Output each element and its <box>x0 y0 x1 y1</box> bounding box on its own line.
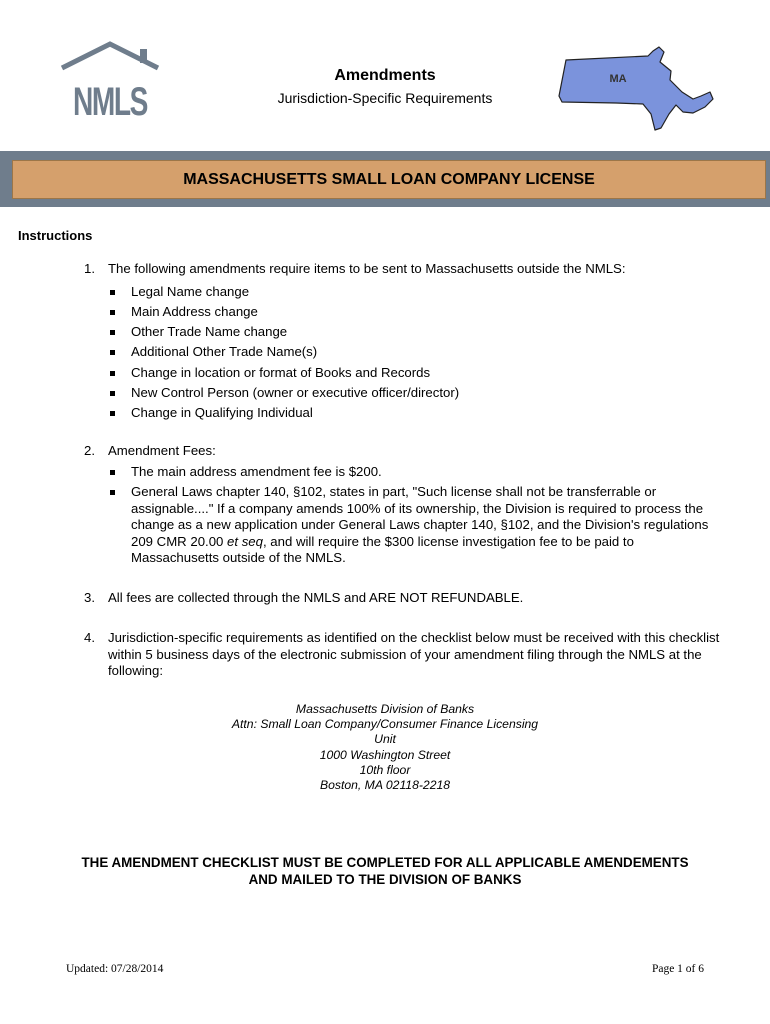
bullet-square-icon <box>110 330 115 335</box>
map-state-label: MA <box>609 73 627 85</box>
list-item-text: The main address amendment fee is $200. <box>131 463 382 479</box>
list-item-text: New Control Person (owner or executive officer/director) <box>131 384 460 400</box>
list-item-text: General Laws chapter 140, §102, states in part, "Such license shall not be transferrable or assignable...." If a company amends 100% of its ownership, the Division is required to process the change as a new application under General Laws chapter 140, §102, and the Division's regulations 209 CMR 20.00 et seq, and will require the $300 license investigation fee to be paid to Massachusetts outside of the NMLS. <box>131 484 709 565</box>
item-text: Amendment Fees: <box>108 443 216 458</box>
page-title: Amendments <box>334 67 436 84</box>
instruction-item-3 <box>84 590 724 607</box>
item-number: 4. <box>84 630 95 645</box>
list-item-text: Change in Qualifying Individual <box>131 405 313 421</box>
footer-page-number: Page 1 of 6 <box>651 963 704 975</box>
nmls-house-logo-icon <box>60 40 160 124</box>
bullet-square-icon <box>110 350 115 355</box>
list-item <box>108 403 724 423</box>
list-item <box>108 282 724 302</box>
list-item <box>108 342 724 362</box>
address-line: Attn: Small Loan Company/Consumer Finance Licensing <box>231 717 539 732</box>
item-number: 3. <box>84 590 95 605</box>
list-item <box>108 464 724 481</box>
item-text: All fees are collected through the NMLS and ARE NOT REFUNDABLE. <box>108 590 524 605</box>
list-item <box>108 484 724 567</box>
address-line: Boston, MA 02118-2218 <box>319 778 451 793</box>
closing-line: AND MAILED TO THE DIVISION OF BANKS <box>248 872 522 887</box>
bullet-square-icon <box>110 310 115 315</box>
title-banner-label: MASSACHUSETTS SMALL LOAN COMPANY LICENSE <box>12 160 766 199</box>
page-subtitle: Jurisdiction-Specific Requirements <box>277 90 493 106</box>
bullet-square-icon <box>110 290 115 295</box>
bullet-square-icon <box>110 490 115 495</box>
item-text: Jurisdiction-specific requirements as identified on the checklist below must be received with this checklist within 5 business days of the electronic submission of your amendment filing through the NMLS at the following: <box>108 630 720 678</box>
item-number: 2. <box>84 443 95 458</box>
nmls-logo <box>60 40 160 124</box>
list-item <box>108 302 724 322</box>
massachusetts-map-icon <box>552 44 714 132</box>
amendment-list <box>84 282 724 424</box>
list-item-text: Additional Other Trade Name(s) <box>131 344 318 360</box>
address-line: Massachusetts Division of Banks <box>295 702 475 716</box>
title-banner <box>0 151 770 207</box>
list-item <box>108 383 724 403</box>
list-item <box>108 363 724 383</box>
bullet-square-icon <box>110 371 115 376</box>
list-item-text: Main Address change <box>131 303 258 319</box>
instruction-item-2 <box>84 443 724 571</box>
address-line: 10th floor <box>359 762 411 777</box>
fee-list <box>84 464 724 567</box>
instructions-heading: Instructions <box>18 228 93 243</box>
mailing-address <box>200 702 570 793</box>
item-number: 1. <box>84 261 95 276</box>
massachusetts-map <box>552 44 714 132</box>
item-text: The following amendments require items to be sent to Massachusetts outside the NMLS: <box>108 261 626 276</box>
footer-updated-date: Updated: 07/28/2014 <box>66 963 164 975</box>
list-item-text: Change in location or format of Books and Records <box>131 364 431 380</box>
address-line: 1000 Washington Street <box>319 747 451 762</box>
bullet-square-icon <box>110 411 115 416</box>
list-item <box>108 322 724 342</box>
bullet-square-icon <box>110 391 115 396</box>
instruction-item-4 <box>84 630 724 680</box>
list-item-text: Other Trade Name change <box>131 324 288 340</box>
logo-text: NMLS <box>73 80 148 124</box>
address-line: Unit <box>374 732 396 747</box>
closing-line: THE AMENDMENT CHECKLIST MUST BE COMPLETED FOR ALL APPLICABLE AMENDEMENTS <box>81 855 689 870</box>
document-header <box>240 66 530 108</box>
instruction-item-1 <box>84 261 724 424</box>
closing-notice <box>40 854 730 888</box>
list-item-text: Legal Name change <box>131 283 250 299</box>
bullet-square-icon <box>110 470 115 475</box>
